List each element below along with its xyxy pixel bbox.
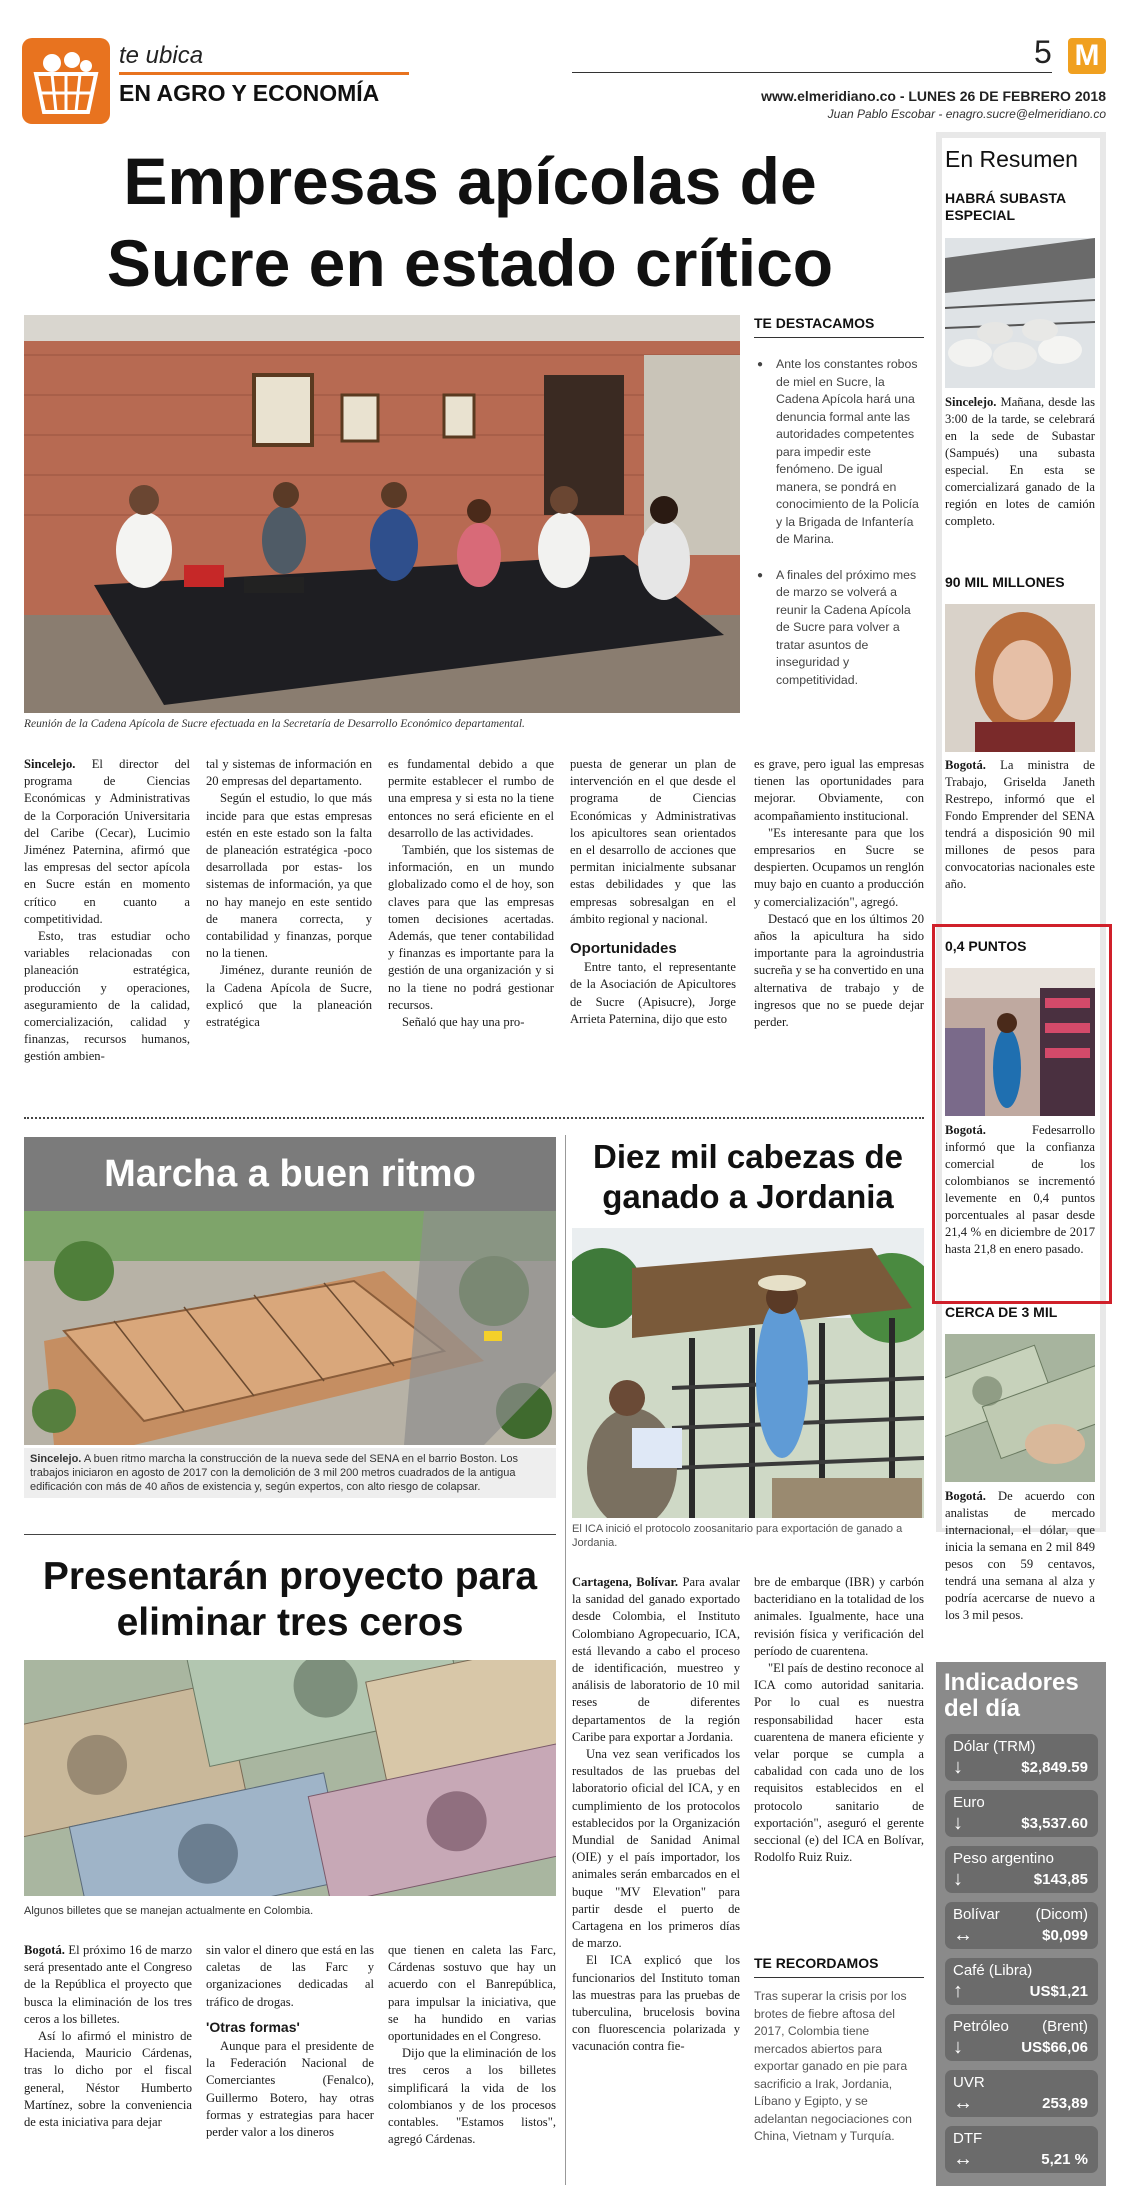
indicator-row xyxy=(945,2126,1098,2173)
recordamos-text: Tras superar la crisis por los brotes de fiebre aftosa del 2017, Colombia tiene mercados abiertos para exportar ganado en pie para sacrificio a Irak, Jordania, Líbano y Egipto, y se adelantan negociaciones con China, Vietnam y Turquía. xyxy=(754,1989,912,2143)
ceros-text: Así lo afirmó el ministro de Hacienda, Mauricio Cárdenas, tras lo dicho por el fiscal general, Néstor Humberto Martínez, sobre la conveniencia de esta iniciativa para dejar xyxy=(24,2029,192,2130)
arrow-both-icon: ↔ xyxy=(953,1924,973,1946)
dateline: Bogotá. xyxy=(945,1489,986,1503)
indicator-value: US$66,06 xyxy=(1021,2039,1088,2056)
arrow-both-icon: ↔ xyxy=(953,2148,973,2170)
resumen-text xyxy=(945,394,1095,530)
arrow-down-icon: ↓ xyxy=(953,2036,963,2058)
lead-text: Jiménez, durante reunión de la Cadena Apícola de Sucre, explicó que la planeación estratégica xyxy=(206,963,372,1030)
indicator-value: 253,89 xyxy=(1042,2095,1088,2112)
masthead xyxy=(22,38,422,124)
resumen-text xyxy=(945,1122,1095,1258)
lead-col-3 xyxy=(388,756,554,1031)
marcha-bottom-rule xyxy=(24,1534,556,1535)
indicator-name: UVR xyxy=(953,2074,985,2091)
resumen-text xyxy=(945,757,1095,893)
indicadores-title: Indicadores del día xyxy=(944,1669,1079,1722)
lead-col-2 xyxy=(206,756,372,1031)
column-divider xyxy=(565,1135,566,2185)
indicator-value: $2,849.59 xyxy=(1021,1759,1088,1776)
caption-text: A buen ritmo marcha la construcción de la nueva sede del SENA en el barrio Boston. Los trabajos iniciaron en agosto de 2017 con la demolición de 3 mil 200 metros cuadrados de la antigua edificación con más de 40 años de existencia y, según expertos, con alto riesgo de colapsar. xyxy=(30,1453,518,1493)
jordania-headline: Diez mil cabezas de ganado a Jordania xyxy=(593,1138,903,1215)
ceros-text: sin valor el dinero que está en las caletas de las Farc y organizaciones dedicadas al tráfico de drogas. xyxy=(206,1943,374,2009)
resumen-photo-minister xyxy=(945,604,1095,752)
indicator-row xyxy=(945,1734,1098,1781)
lead-text: tal y sistemas de información en 20 empresas del departamento. xyxy=(206,757,372,789)
jordania-text: "El país de destino reconoce al ICA como autoridad sanitaria. Por lo cual es nuestra responsabilidad hacer esta cuarentena de manera eficiente y velar porque se cumpla a cabalidad con cada uno de los requisitos establecidos en el protocolo sanitario de exportación", aseguró el gerente seccional (e) del ICA en Bolívar, Rodolfo Ruiz Ruiz. xyxy=(754,1661,924,1865)
lead-text: es grave, pero igual las empresas tienen las oportunidades para mejorar. Obviamente, con acompañamiento institucional. xyxy=(754,757,924,823)
indicator-value: 5,21 % xyxy=(1041,2151,1088,2168)
indicator-name: Café (Libra) xyxy=(953,1962,1033,1979)
lead-text: También, que los sistemas de información, en un mundo globalizado como el de hoy, son claves para que las empresas tomen decisiones acertadas. Además, que tener contabilidad y finanzas es importante para la gestión de una organización y si no la tiene no podrá gestionar recursos. xyxy=(388,843,554,1012)
page-number: 5 xyxy=(1034,34,1052,70)
resumen-photo-cattle xyxy=(945,238,1095,388)
arrow-both-icon: ↔ xyxy=(953,2092,973,2114)
arrow-down-icon: ↓ xyxy=(953,1756,963,1778)
section-title: EN AGRO Y ECONOMÍA xyxy=(119,80,380,106)
jordania-text: bre de embarque (IBR) y carbón bacteridiano en la totalidad de los animales. Igualmente, hace una revisión física y verificación del período de cuarentena. xyxy=(754,1575,924,1658)
lead-text: Según el estudio, lo que más incide para que estas empresas estén en este estado son la falta de planeación estratégica -poco desarrollada por estas- los sistemas de información, ya que no hay manejo en este sentido de manera correcta, y contabilidad y finanzas, porque no la tienen. xyxy=(206,791,372,961)
recordamos-box xyxy=(754,1955,924,2146)
resumen-heading: 90 MIL MILLONES xyxy=(945,574,1065,590)
dateline: Cartagena, Bolívar. xyxy=(572,1575,679,1589)
indicator-value: $143,85 xyxy=(1033,1871,1088,1888)
marcha-photo xyxy=(24,1211,556,1445)
lead-col-5 xyxy=(754,756,924,1031)
lead-photo xyxy=(24,315,740,713)
byline: Juan Pablo Escobar - enagro.sucre@elmeridiano.co xyxy=(827,107,1106,121)
resumen-body: La ministra de Trabajo, Griselda Janeth Restrepo, informó que el Fondo Emprender del SENA tendrá a disposición 90 mil millones de pesos para convocatorias nacionales este año. xyxy=(945,758,1095,891)
site-date: www.elmeridiano.co - LUNES 26 DE FEBRERO 2018 xyxy=(761,88,1106,104)
lead-text: puesta de generar un plan de intervención en el que desde el programa de Ciencias Económicas y Administrativas los apicultores sean orientados en el desarrollo de acciones que permitan inicialmente subsanar estas debilidades y que las empresas sobresalgan en el ámbito regional y nacional. xyxy=(570,757,736,926)
indicator-row xyxy=(945,1846,1098,1893)
indicator-row xyxy=(945,1902,1098,1949)
resumen-heading: CERCA DE 3 MIL xyxy=(945,1304,1058,1320)
section-divider xyxy=(24,1117,924,1119)
arrow-up-icon: ↑ xyxy=(953,1980,963,2002)
lead-text: Señaló que hay una pro- xyxy=(402,1015,525,1030)
jordania-photo xyxy=(572,1228,924,1518)
resumen-title: En Resumen xyxy=(945,146,1078,172)
resumen-body: Mañana, desde las 3:00 de la tarde, se celebrará en la sede de Subastar (Sampués) una subasta especial. En esta se comercializará ganado de la región en lotes de camión completo. xyxy=(945,395,1096,528)
indicator-name: Petróleo xyxy=(953,2018,1009,2035)
ceros-text: Aunque para el presidente de la Federación Nacional de Comerciantes (Fenalco), Guillermo Botero, hay otras formas y estrategias para hacer perder valor a los dineros xyxy=(206,2039,374,2140)
resumen-heading: HABRÁ SUBASTA ESPECIAL xyxy=(945,190,1066,223)
marcha-headline: Marcha a buen ritmo xyxy=(24,1137,556,1211)
ceros-col-2 xyxy=(206,1942,374,2141)
arrow-down-icon: ↓ xyxy=(953,1868,963,1890)
dateline: Sincelejo. xyxy=(30,1453,82,1465)
lead-photo-caption: Reunión de la Cadena Apícola de Sucre efectuada en la Secretaría de Desarrollo Económico departamental. xyxy=(24,718,525,730)
destacamos-list xyxy=(754,356,924,689)
dateline: Sincelejo. xyxy=(24,757,76,771)
destacamos-item: ● Ante los constantes robos de miel en Sucre, la Cadena Apícola hará una denuncia formal ante las autoridades competentes para impedir este fenómeno. De igual manera, se pondrá en conocimiento de la Policía y la Brigada de Infantería de Marina. xyxy=(754,356,924,549)
lead-col-4 xyxy=(570,756,736,1028)
lead-text: Esto, tras estudiar ocho variables relacionadas con planeación estratégica, producción y operaciones, aseguramiento de la calidad, comercialización, calidad y finanzas, recursos humanos, gestión ambien- xyxy=(24,929,190,1064)
ceros-text: que tienen en caleta las Farc, Cárdenas sostuvo que hay un acuerdo con el Banrepública, para impulsar la iniciativa, que se ha hundido en varias oportunidades en el Congreso. xyxy=(388,1943,556,2044)
indicator-name-detail: (Dicom) xyxy=(1035,1906,1088,1923)
ceros-col-1 xyxy=(24,1942,192,2131)
lead-text: Entre tanto, el representante de la Asociación de Apicultores de Sucre (Apisucre), Jorge Arrieta Paternina, dijo que esto xyxy=(570,960,736,1026)
header-rule xyxy=(572,72,1052,73)
dateline: Bogotá. xyxy=(24,1943,65,1957)
destacamos-title: TE DESTACAMOS xyxy=(754,315,924,338)
indicator-name-detail: (Brent) xyxy=(1042,2018,1088,2035)
indicator-name: Peso argentino xyxy=(953,1850,1054,1867)
destacamos-item: ● A finales del próximo mes de marzo se volverá a reunir la Cadena Apícola de Sucre para volver a tratar asuntos de inseguridad y competitividad. xyxy=(754,567,924,690)
jordania-text: Para avalar la sanidad del ganado exportado desde Colombia, el Instituto Colombiano Agropecuario, ICA, está llevando a cabo el proceso de identificación, muestreo y análisis de laboratorio de 10 mil reses de diferentes departamentos de la región Caribe para exportar a Jordania. xyxy=(572,1575,740,1744)
jordania-text: Una vez sean verificados los resultados de las pruebas del laboratorio oficial del ICA, y en cumplimiento de los protocolos establecidos por la Organización Mundial de Sanidad Animal (OIE) y el país importador, los animales serán embarcados en el buque "MV Elevation" para partir desde el puerto de Cartagena en los primeros días de marzo. xyxy=(572,1747,740,1951)
resumen-body: Fedesarrollo informó que la confianza comercial de los colombianos se incrementó levemente en 0,4 puntos porcentuales al pasar desde 21,4 % en diciembre de 2017 hasta 21,8 en enero pasado. xyxy=(945,1123,1095,1256)
ceros-text: Dijo que la eliminación de los tres ceros a los billetes simplificará la vida de los colombianos y de los procesos contables. "Estamos listos", agregó Cárdenas. xyxy=(388,2046,556,2147)
indicator-name: Euro xyxy=(953,1794,985,1811)
ceros-text: El próximo 16 de marzo será presentado ante el Congreso de la República el proyecto que busca la eliminación de los tres ceros a los billetes. xyxy=(24,1943,192,2026)
jordania-col-1 xyxy=(572,1574,740,2056)
subhead: 'Otras formas' xyxy=(206,2018,300,2035)
arrow-down-icon: ↓ xyxy=(953,1812,963,1834)
lead-col-1 xyxy=(24,756,190,1066)
lead-headline: Empresas apícolas de Sucre en estado crítico xyxy=(106,144,834,300)
jordania-text: El ICA explicó que los funcionarios del Instituto toman las muestras para las pruebas de tuberculina, brucelosis bovina con fluorescencia polarizada y vacunación contra fie- xyxy=(572,1953,740,2054)
indicator-row xyxy=(945,1790,1098,1837)
indicator-row xyxy=(945,2070,1098,2117)
ceros-caption: Algunos billetes que se manejan actualmente en Colombia. xyxy=(24,1905,314,1917)
recordamos-title: TE RECORDAMOS xyxy=(754,1955,924,1978)
lead-text: Destacó que en los últimos 20 años la apicultura ha sido importante para la agroindustria sucreña y se ha convertido en una alternativa de trabajo y de ingresos que no se puede dejar perder. xyxy=(754,911,924,1030)
indicator-row xyxy=(945,2014,1098,2061)
lead-text: "Es interesante para que los empresarios en Sucre se despierten. Ocupamos un renglón muy bajo en cuanto a producción y comercialización", agregó. xyxy=(754,825,924,909)
marcha-caption xyxy=(24,1448,556,1498)
resumen-photo-dollars xyxy=(945,1334,1095,1482)
indicator-value: $0,099 xyxy=(1042,1927,1088,1944)
indicator-name: Bolívar xyxy=(953,1906,1000,1923)
indicator-value: US$1,21 xyxy=(1029,1983,1088,2000)
jordania-col-2 xyxy=(754,1574,924,1866)
dateline: Sincelejo. xyxy=(945,395,997,409)
lead-text: es fundamental debido a que permite establecer el rumbo de una empresa y si esta no la tiene entonces no será eficiente en el desarrollo de las actividades. xyxy=(388,757,554,840)
indicator-row xyxy=(945,1958,1098,2005)
ceros-col-3 xyxy=(388,1942,556,2148)
ceros-headline: Presentarán proyecto para eliminar tres ceros xyxy=(42,1555,538,1644)
section-kicker: te ubica xyxy=(119,42,204,69)
dateline: Bogotá. xyxy=(945,758,986,772)
orange-rule xyxy=(119,72,409,75)
indicator-value: $3,537.60 xyxy=(1021,1815,1088,1832)
resumen-photo-store xyxy=(945,968,1095,1116)
lead-text: El director del programa de Ciencias Económicas y Administrativas de la Corporación Universitaria del Caribe (Cecar), Lucimio Jiménez Paternina, afirmó que las empresas del sector apícola en Sucre están en momento crítico en cuanto a competitividad. xyxy=(24,757,190,926)
ceros-photo xyxy=(24,1660,556,1896)
resumen-text xyxy=(945,1488,1095,1624)
subhead: Oportunidades xyxy=(570,940,677,958)
jordania-caption: El ICA inició el protocolo zoosanitario para exportación de ganado a Jordania. xyxy=(572,1523,903,1549)
destacamos-box xyxy=(754,315,924,707)
resumen-body: De acuerdo con analistas de mercado internacional, el dólar, que inicia la semana en 2 mil 849 pesos con 59 centavos, tendrá una semana al alza y podría acercarse de nuevo a los 3 mil pesos. xyxy=(945,1489,1095,1622)
brand-logo: M xyxy=(1068,38,1106,74)
indicator-name: DTF xyxy=(953,2130,983,2147)
resumen-heading: 0,4 PUNTOS xyxy=(945,938,1027,954)
indicator-name: Dólar (TRM) xyxy=(953,1738,1036,1755)
basket-logo-icon xyxy=(22,38,110,124)
dateline: Bogotá. xyxy=(945,1123,986,1137)
